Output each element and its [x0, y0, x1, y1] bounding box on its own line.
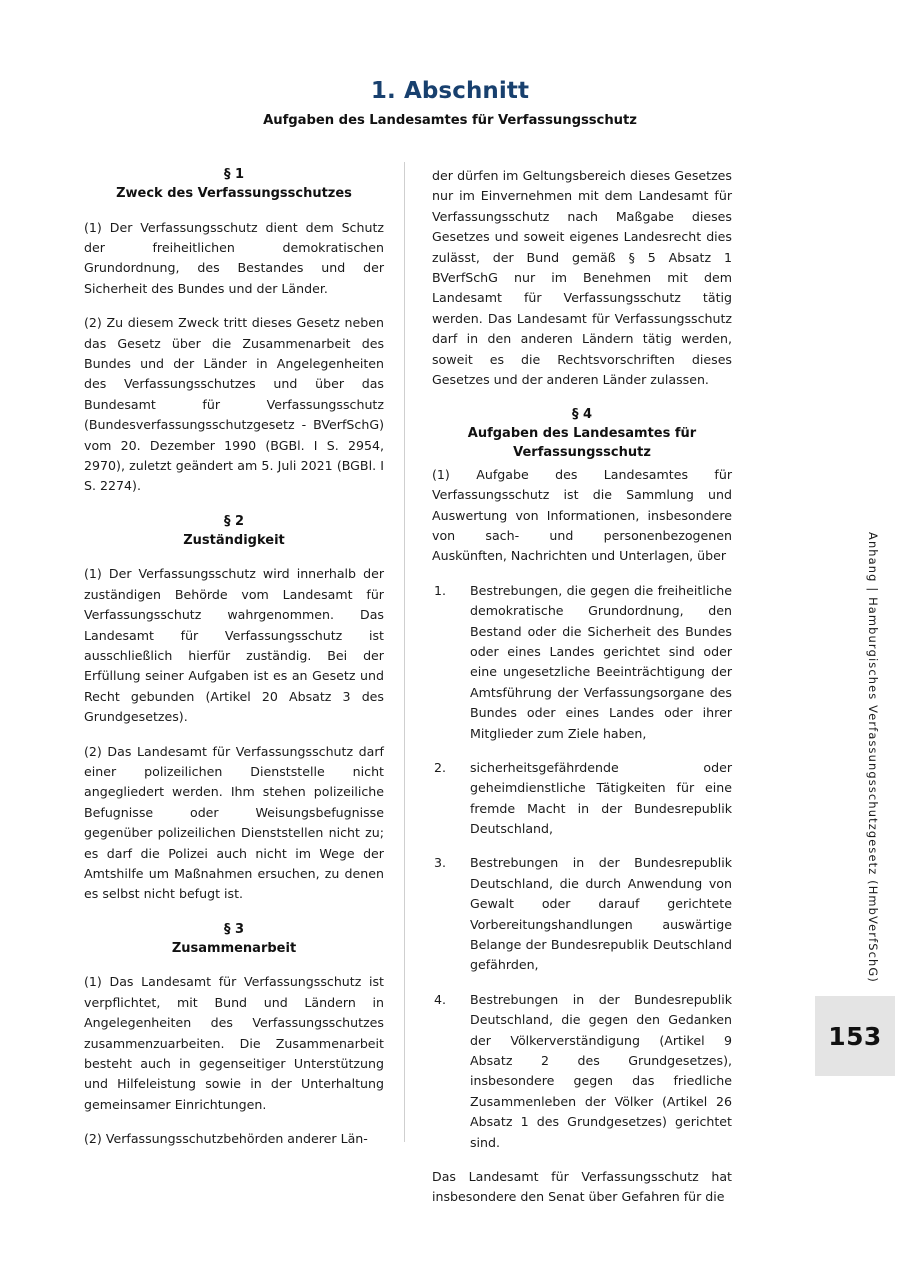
paragraph-4-absatz-1-intro: (1) Aufgabe des Landesamtes für Verfassungsschutz ist die Sammlung und Auswertung von Informationen, insbesondere von sach- und personenbezogenen Auskünften, Nachrichten und Unterlagen, über — [432, 466, 732, 564]
paragraph-4-closing-text: Das Landesamt für Verfassungsschutz hat insbesondere den Senat über Gefahren für die — [432, 1168, 732, 1205]
list-item-number: 1. — [434, 582, 447, 598]
section-subtitle: Aufgaben des Landesamtes für Verfassungsschutz — [263, 113, 637, 129]
vertical-running-title: Anhang | Hamburgisches Verfassungsschutzgesetz (HmbVerfSchG) — [866, 532, 880, 984]
list-item — [432, 581, 732, 744]
paragraph-1-absatz-2: (2) Zu diesem Zweck tritt dieses Gesetz neben das Gesetz über die Zusammenarbeit des Bundes und der Länder in Angelegenheiten des Verfassungsschutzes und über das Bundesamt für Verfassungsschutz (Bundesverfassungsschutzgesetz - BVerfSchG) vom 20. Dezember 1990 (BGBl. I S. 2954, 2970), zuletzt geändert am 5. Juli 2021 (BGBl. I S. 2274). — [84, 315, 384, 494]
list-item — [432, 853, 732, 975]
paragraph-2-symbol: § 2 — [223, 513, 245, 529]
list-item-text: Bestrebungen in der Bundesrepublik Deutschland, die gegen den Gedanken der Völkerverständigung (Artikel 9 Absatz 2 des Grundgesetzes), insbesondere gegen das friedliche Zusammenleben der Völker (Artikel 26 Absatz 1 des Grundgesetzes) gerichtet sind. — [470, 991, 732, 1150]
paragraph-2-heading — [84, 513, 384, 551]
two-column-body — [84, 166, 732, 1205]
page-number-box — [815, 996, 895, 1076]
paragraph-4-title-line-1: Aufgaben des Landesamtes für — [467, 426, 697, 442]
paragraph-2-absatz-2: (2) Das Landesamt für Verfassungsschutz darf einer polizeilichen Dienststelle nicht angegliedert werden. Ihm stehen polizeiliche Befugnisse oder Weisungsbefugnisse gegenüber polizeilichen Dienststellen nicht zu; es darf die Polizei auch nicht im Wege der Amtshilfe um Maßnahmen ersuchen, zu denen es selbst nicht befugt ist. — [84, 743, 384, 902]
paragraph-1-absatz-1: (1) Der Verfassungsschutz dient dem Schutz der freiheitlichen demokratischen Grundordnung, des Bestandes und der Sicherheit des Bundes und der Länder. — [84, 219, 384, 296]
paragraph-4-title-line-2: Verfassungsschutz — [513, 444, 651, 460]
page-header — [0, 78, 900, 128]
column-divider — [404, 162, 405, 1142]
paragraph-3-symbol: § 3 — [223, 921, 245, 937]
list-item-text: Bestrebungen in der Bundesrepublik Deutschland, die durch Anwendung von Gewalt oder darauf gerichtete Vorbereitungshandlungen auswärtige Belange der Bundesrepublik Deutschland gefährden, — [470, 855, 732, 973]
paragraph-3-absatz-1: (1) Das Landesamt für Verfassungsschutz ist verpflichtet, mit Bund und Ländern in Angelegenheiten des Verfassungsschutzes zusammenzuarbeiten. Die Zusammenarbeit besteht auch in gegenseitiger Unterstützung und Hilfeleistung sowie in der Unterhaltung gemeinsamer Einrichtungen. — [84, 974, 384, 1112]
paragraph-1-heading — [84, 166, 384, 204]
list-item — [432, 990, 732, 1153]
paragraph-2-title: Zuständigkeit — [183, 532, 285, 548]
list-item-number: 2. — [434, 759, 447, 775]
paragraph-4-numbered-list — [432, 581, 732, 1153]
paragraph-4-heading — [432, 406, 732, 463]
paragraph-1-title: Zweck des Verfassungsschutzes — [116, 185, 352, 201]
paragraph-3-absatz-2-start: (2) Verfassungsschutzbehörden anderer Län- — [84, 1131, 368, 1147]
list-item-text: Bestrebungen, die gegen die freiheitliche demokratische Grundordnung, den Bestand oder die Sicherheit des Bundes oder eines Landes gerichtet sind oder eine ungesetzliche Beeinträchtigung der Amtsführung der Verfassungsorgane des Bundes oder eines Landes oder ihrer Mitglieder zum Ziele haben, — [470, 582, 732, 741]
paragraph-3-heading — [84, 921, 384, 959]
paragraph-1-symbol: § 1 — [223, 167, 245, 182]
list-item — [432, 758, 732, 840]
paragraph-4-symbol: § 4 — [571, 407, 593, 423]
paragraph-3-title: Zusammenarbeit — [171, 940, 297, 956]
right-column — [432, 166, 732, 1208]
paragraph-2-absatz-1: (1) Der Verfassungsschutz wird innerhalb der zuständigen Behörde vom Landesamt für Verfassungsschutz wahrgenommen. Das Landesamt für Verfassungsschutz ist ausschließlich hierfür zuständig. Bei der Erfüllung seiner Aufgaben ist es an Gesetz und Recht gebunden (Artikel 20 Absatz 3 des Grundgesetzes). — [84, 566, 384, 725]
left-column — [84, 166, 384, 1150]
paragraph-3-absatz-2-continuation: der dürfen im Geltungsbereich dieses Gesetzes nur im Einvernehmen mit dem Landesamt für Verfassungsschutz nach Maßgabe dieses Gesetzes und soweit eigenes Landesrecht dies zulässt, der Bund gemäß § 5 Absatz 1 BVerfSchG nur im Benehmen mit dem Landesamt für Verfassungsschutz tätig werden. Das Landesamt für Verfassungsschutz darf in den anderen Ländern tätig werden, soweit es die Rechtsvorschriften dieses Gesetzes und der anderen Länder zulassen. — [432, 168, 732, 387]
page-number: 153 — [828, 1021, 882, 1051]
section-number-heading: 1. Abschnitt — [370, 78, 530, 104]
list-item-number: 4. — [434, 991, 447, 1007]
list-item-text: sicherheitsgefährdende oder geheimdienstliche Tätigkeiten für eine fremde Macht in der Bundesrepublik Deutschland, — [470, 759, 732, 837]
list-item-number: 3. — [434, 855, 447, 871]
